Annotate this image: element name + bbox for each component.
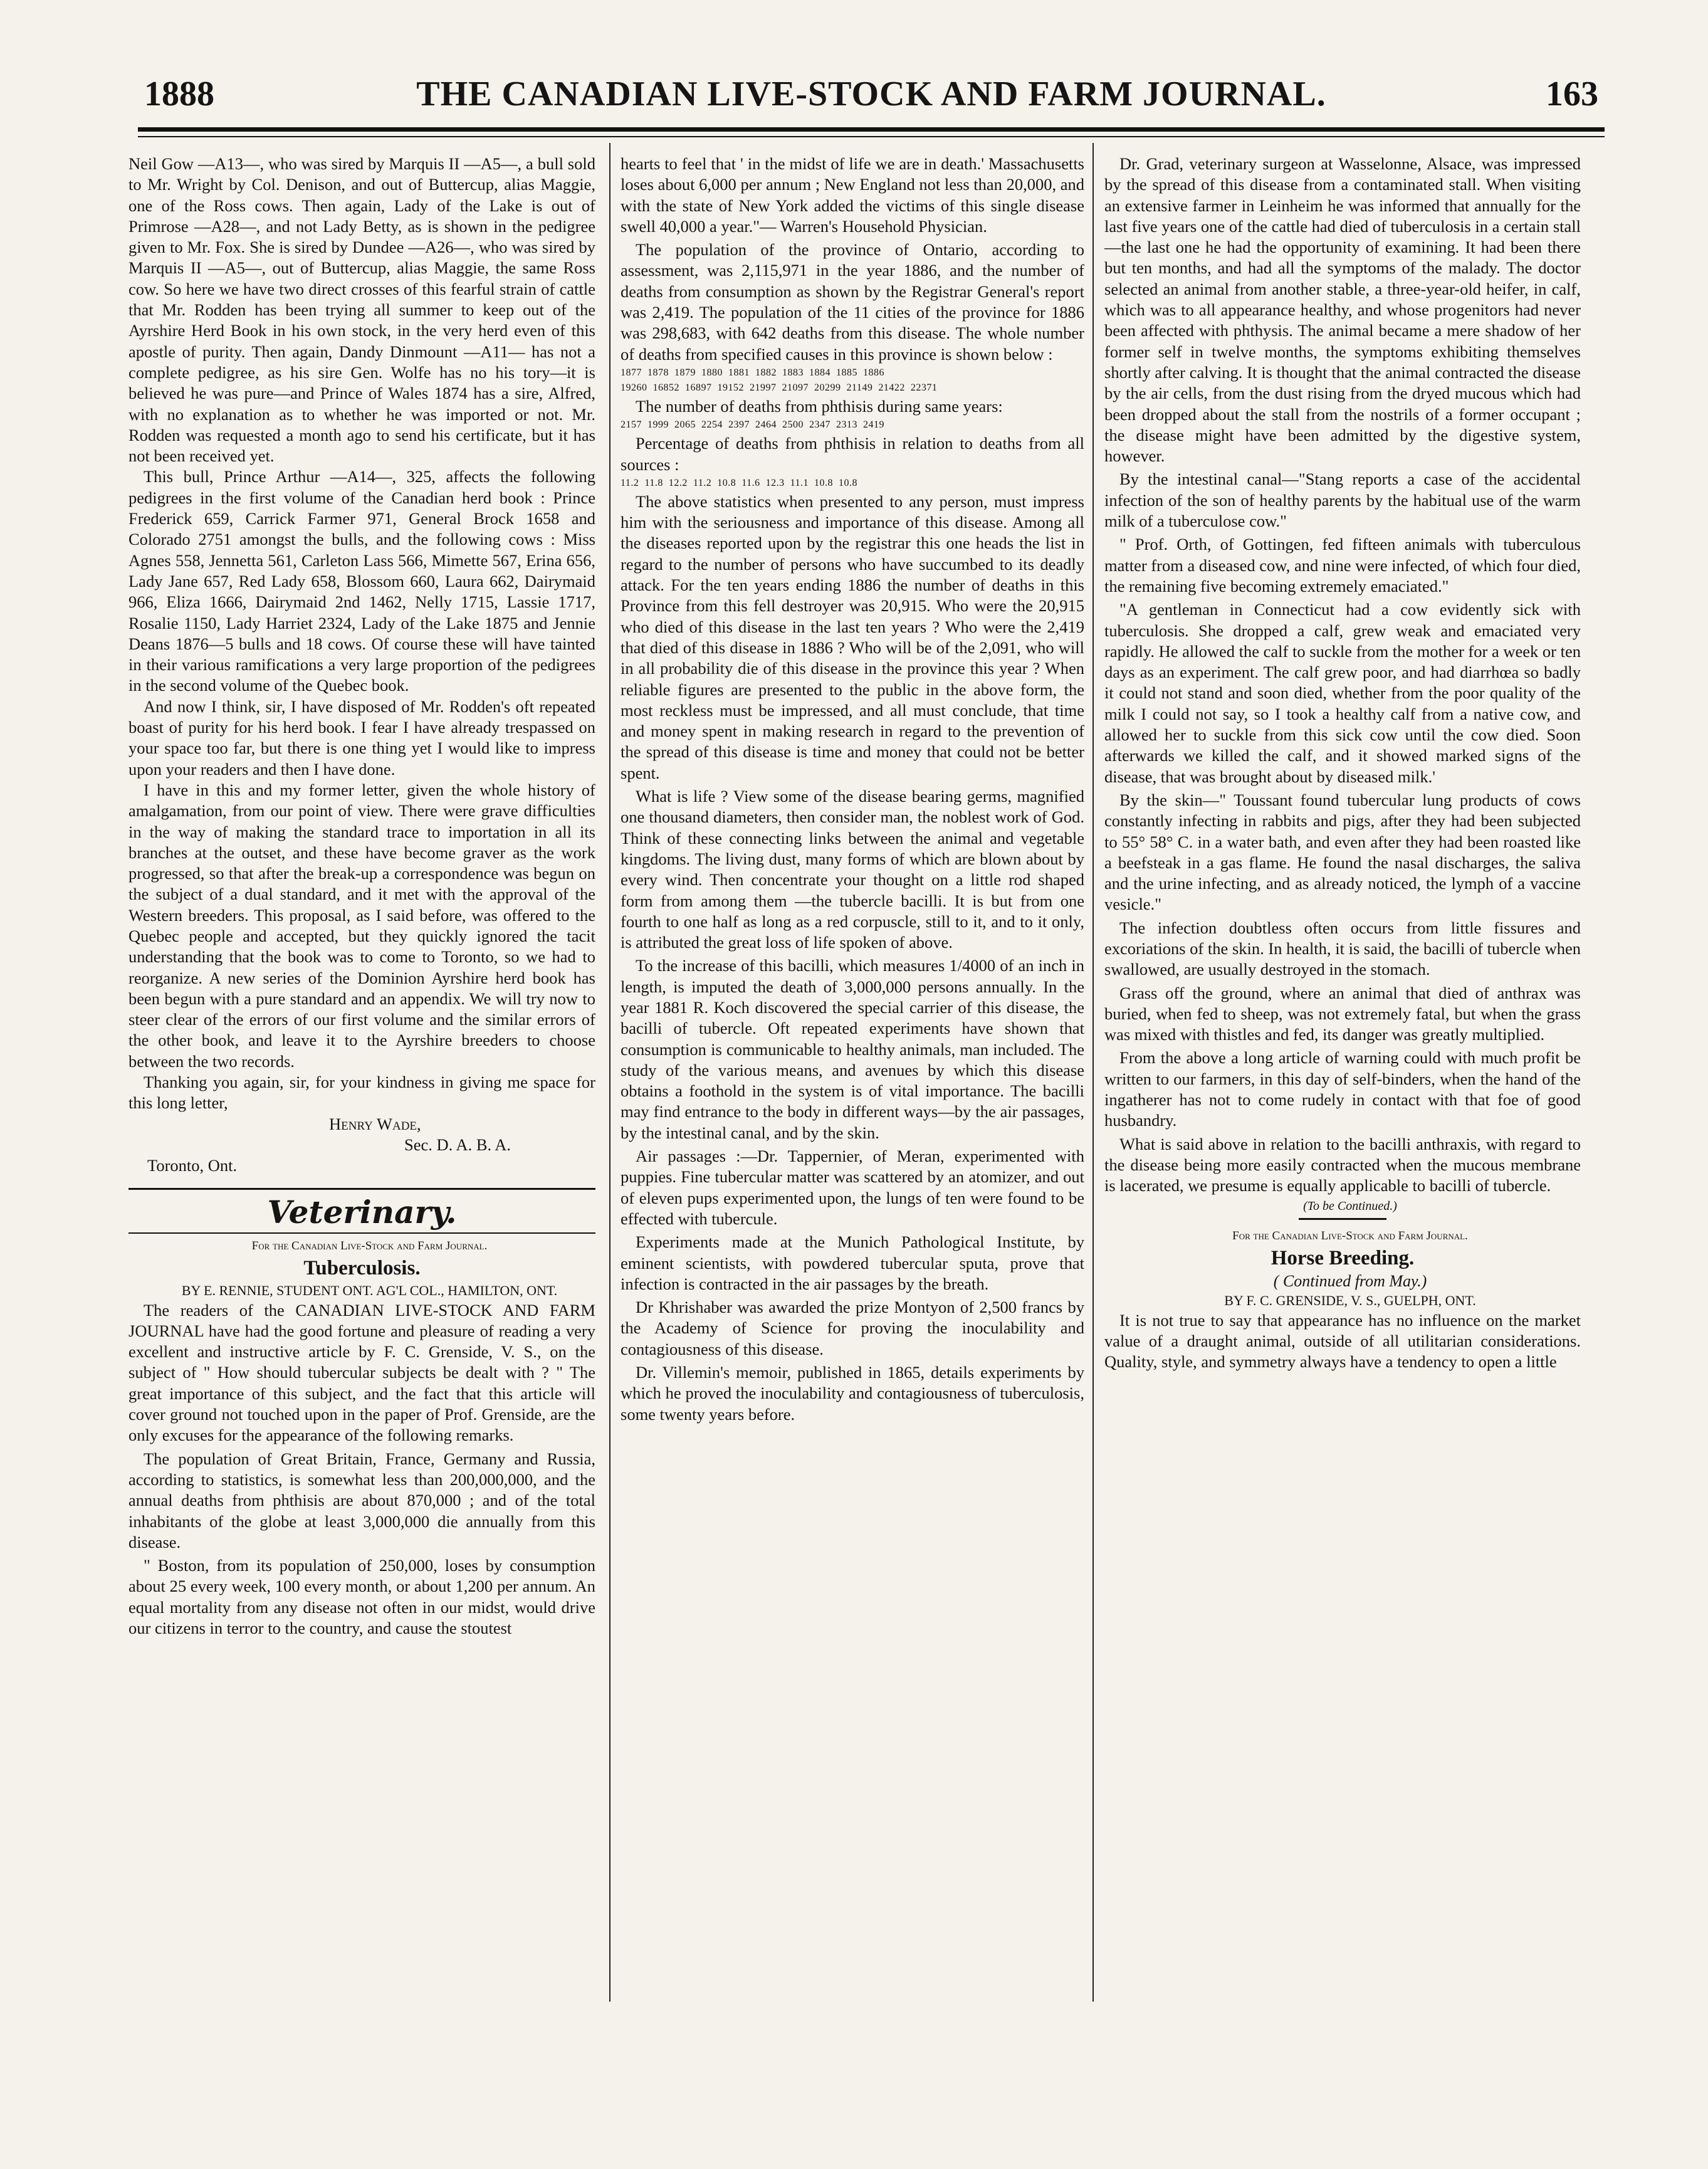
percentage-value: 10.8 [717, 477, 736, 488]
phthisis-value: 2254 [701, 419, 723, 431]
signature-name: Henry Wade, [329, 1114, 421, 1133]
percentage-value: 10.8 [839, 477, 858, 488]
phthisis-value: 2419 [863, 419, 884, 431]
stats-phthisis-row [621, 418, 1084, 432]
total-deaths-value: 21422 [878, 382, 905, 393]
total-deaths-value: 21149 [846, 382, 873, 393]
phthisis-value: 2347 [809, 419, 830, 431]
paragraph: The population of Great Britain, France, Germany and Russia, according to statistics, is somewhat less than 200,000,000, and the annual deaths from phthisis are about 870,000 ; and of the total inhabitants of the globe at least 3,000,000 die annually from this disease. [128, 1449, 595, 1552]
paragraph: The readers of the CANADIAN LIVE-STOCK AND FARM JOURNAL have had the good fortune and pleasure of reading a very excellent and instructive article by F. C. Grenside, V. S., on the subject of " How should tubercular subjects be dealt with ? " The great importance of this subject, and the fact that this article will cover ground not touched upon in the paper of Prof. Grenside, are the only excuses for the appearance of the following remarks. [128, 1300, 595, 1445]
article-divider [1299, 1218, 1386, 1220]
paragraph: Thanking you again, sir, for your kindness in giving me space for this long letter, [128, 1073, 595, 1113]
paragraph: "A gentleman in Connecticut had a cow evidently sick with tuberculosis. She dropped a calf, grew weak and emaciated very rapidly. He allowed the calf to suckle from the mother for a week or ten days as an experiment. The calf grew poor, and had diarrhœa so badly it could not stand and soon died, whether from the poor quality of the milk I could not say, so I took a healthy calf from a native cow, and allowed her to suckle from this sick cow until the cow died. Soon afterwards we killed the calf, and it showed marked signs of the disease, that was brought about by diseased milk.' [1104, 600, 1581, 786]
total-deaths-value: 16852 [652, 382, 679, 393]
phthisis-value: 2500 [782, 419, 804, 431]
paragraph: From the above a long article of warning could with much profit be written to our farmers, in this day of self-binders, when the hand of the ingatherer has not to come rudely in contact with that foe of good husbandry. [1104, 1048, 1581, 1130]
paragraph: Neil Gow —A13—, who was sired by Marquis II —A5—, a bull sold to Mr. Wright by Col. Denison, and out of Buttercup, alias Maggie, one of the Ross cows. Then again, Lady of the Lake is out of Primrose —A28—, and not Lady Betty, as is shown in the pedigree given to Mr. Fox. She is sired by Dundee —A26—, who was sired by Marquis II —A5—, out of Buttercup, alias Maggie, the same Ross cow. So here we have two direct crosses of this fearful strain of cattle that Mr. Rodden has been trying all summer to keep out of the Ayrshire Herd Book in his own stock, in the very herd even of this apostle of purity. Then again, Dandy Dinmount —A11— has not a complete pedigree, as his sire Gen. Wolfe has no his tory—it is believed he was pure—and Prince of Wales 1874 has a sire, Alfred, with no explanation as to whether he was imported or not. Mr. Rodden was requested a month ago to send his certificate, but it has not been received yet. [128, 154, 595, 466]
total-deaths-value: 16897 [685, 382, 712, 393]
masthead [138, 69, 1605, 119]
percentage-value: 10.8 [814, 477, 834, 488]
total-deaths-value: 21997 [750, 382, 777, 393]
section-rule [128, 1232, 595, 1234]
stats-years-row [621, 366, 1084, 380]
article-title-tuberculosis: Tuberculosis. [303, 1256, 421, 1279]
column-divider-2 [1092, 143, 1094, 2002]
paragraph: Dr Khrishaber was awarded the prize Montyon of 2,500 francs by the Academy of Science for proving the inoculability and contagiousness of this disease. [621, 1298, 1084, 1358]
paragraph: " Prof. Orth, of Gottingen, fed fifteen animals with tuberculous matter from a diseased cow, and nine were infected, of which four died, the remaining five becoming extremely emaciated." [1104, 535, 1581, 596]
issue-year: 1888 [144, 75, 214, 113]
header-rule-thick [138, 127, 1605, 132]
column-2 [621, 154, 1084, 1425]
paragraph: The population of the province of Ontario, according to assessment, was 2,115,971 in the year 1886, and the number of deaths from consumption as shown by the Registrar General's report was 2,419. The population of the 11 cities of the province for 1886 was 298,683, with 642 deaths from this disease. The whole number of deaths from specified causes in this province is shown below : [621, 240, 1084, 364]
paragraph: The infection doubtless often occurs from little fissures and excoriations of the skin. In health, it is said, the bacilli of tubercle when swallowed, are usually destroyed in the stomach. [1104, 918, 1581, 979]
paragraph: Air passages :—Dr. Tappernier, of Meran, experimented with puppies. Fine tubercular matter was scattered by an atomizer, and out of eleven pups experimented upon, the lungs of ten were found to be effected with tubercule. [621, 1147, 1084, 1228]
phthisis-label: The number of deaths from phthisis during same years: [636, 396, 1003, 416]
paragraph: Grass off the ground, where an animal that died of anthrax was buried, when fed to sheep, was not extremely fatal, but when the grass was mixed with thistles and fed, its danger was greatly multiplied. [1104, 983, 1581, 1044]
year-value: 1882 [755, 367, 777, 378]
year-value: 1886 [863, 367, 884, 378]
year-value: 1885 [836, 367, 857, 378]
to-be-continued: (To be Continued.) [1303, 1199, 1397, 1213]
paragraph: " Boston, from its population of 250,000, loses by consumption about 25 every week, 100 every month, or about 1,200 per annum. An equal mortality from any disease not often in our midst, would drive our citizens in terror to the country, and cause the stoutest [128, 1556, 595, 1637]
phthisis-value: 2313 [836, 419, 857, 431]
percentage-value: 11.1 [790, 477, 809, 488]
paragraph: This bull, Prince Arthur —A14—, 325, affects the following pedigrees in the first volume of the Canadian herd book : Prince Frederick 659, Carrick Farmer 971, General Brock 1658 and Colorado 2751 amongst the bulls, and the following cows : Miss Agnes 558, Jennetta 561, Carleton Lass 566, Mimette 567, Erina 656, Lady Jane 657, Red Lady 658, Blossom 660, Laura 662, Dairymaid 966, Eliza 1666, Dairymaid 2nd 1462, Nelly 1715, Lassie 1717, Rosalie 1150, Lady Harriet 2324, Lady of the Lake 1875 and Jennie Deans 1876—5 bulls and 18 cows. Of course these will have tainted in their various ramifications a very large proportion of the pedigrees in the second volume of the Quebec book. [128, 467, 595, 695]
total-deaths-value: 22371 [910, 382, 938, 393]
paragraph: What is life ? View some of the disease bearing germs, magnified one thousand diameters, then consider man, the noblest work of God. Think of these connecting links between the animal and vegetable kingdoms. The living dust, many forms of which are blown about by every wind. Then concentrate your thought on a little rod shaped form from among them —the tubercle bacilli. It is but from one fourth to one half as long as a red corpuscle, still to it, and to it only, is attributed the great loss of life spoken of above. [621, 787, 1084, 952]
year-value: 1878 [647, 367, 669, 378]
paragraph: hearts to feel that ' in the midst of life we are in death.' Massachusetts loses about 6,000 per annum ; New England not less than 20,000, and with the state of New York added the victims of this single disease swell 40,000 a year."— Warren's Household Physician. [621, 154, 1084, 236]
article-author: BY E. RENNIE, STUDENT ONT. AG'L COL., HAMILTON, ONT. [181, 1282, 558, 1298]
column-1 [128, 154, 595, 1639]
percentage-value: 11.6 [741, 477, 760, 488]
phthisis-value: 1999 [647, 419, 669, 431]
percentage-value: 11.8 [644, 477, 663, 488]
total-deaths-value: 19260 [621, 382, 647, 393]
stats-percentage-row [621, 476, 1084, 490]
column-3 [1104, 154, 1581, 1372]
article-source-line: For the Canadian Live-Stock and Farm Journal. [251, 1239, 488, 1253]
year-value: 1881 [728, 367, 750, 378]
year-value: 1880 [701, 367, 723, 378]
article-title-horse-breeding: Horse Breeding. [1271, 1246, 1415, 1269]
paragraph: The above statistics when presented to any person, must impress him with the seriousness and importance of this disease. Among all the diseases reported upon by the registrar this one heads the list in regard to the number of persons who have succumbed to its deadly attack. For the ten years ending 1886 the number of deaths in this Province from this fell destroyer was 20,915. Who were the 20,915 who died of this disease in the last ten years ? Who were the 2,419 that died of this disease in 1886 ? Who will be of the 2,091, who will in all probability die of this disease in the province this year ? When reliable figures are presented to the public in the above form, the most reckless must be impressed, and all must conclude, that time and money spent in making research in regard to the prevention of the spread of this disease is time and money that could not be better spent. [621, 491, 1084, 782]
article-author: BY F. C. GRENSIDE, V. S., GUELPH, ONT. [1224, 1292, 1476, 1308]
phthisis-value: 2065 [674, 419, 696, 431]
percentage-value: 11.2 [693, 477, 712, 488]
article-source-line: For the Canadian Live-Stock and Farm Journal. [1232, 1229, 1468, 1242]
paragraph: It is not true to say that appearance has no influence on the market value of a draught animal, outside of all utilitarian considerations. Quality, style, and symmetry always have a tendency to open a little [1104, 1310, 1581, 1372]
year-value: 1884 [809, 367, 830, 378]
paragraph: Dr. Grad, veterinary surgeon at Wasselonne, Alsace, was impressed by the spread of this disease from a contaminated stall. When visiting an extensive farmer in Leinheim he was informed that annually for the last five years one of the cattle had died of tuberculosis in a certain stall—the last one he had the opportunity of examining. It had been there but ten months, and had all the symptoms of the malady. The doctor selected an animal from another stable, a three-year-old heifer, in calf, which was to all appearance healthy, and whose progenitors had never been affected with phthysis. The animal became a mere shadow of her former self in twelve months, the symptoms exhibiting themselves shortly after calving. It is thought that the animal contracted the disease by the air cells, from the dust rising from the dryed mucous which had been dropped about the stall from the nostrils of a former occupant ; the disease might have been admitted by the digestive system, however. [1104, 154, 1581, 466]
signature-place: Toronto, Ont. [147, 1156, 238, 1175]
total-deaths-value: 19152 [717, 382, 744, 393]
total-deaths-value: 21097 [782, 382, 809, 393]
total-deaths-value: 20299 [814, 382, 841, 393]
percentage-value: 12.2 [668, 477, 688, 488]
section-rule [128, 1188, 595, 1190]
paragraph: Experiments made at the Munich Pathological Institute, by eminent scientists, with powdered tubercular sputa, prove that infection is contracted in the air passages by the breath. [621, 1232, 1084, 1293]
column-divider-1 [609, 143, 610, 2002]
paragraph: By the skin—" Toussant found tubercular lung products of cows constantly infecting in rabbits and pigs, after they had been subjected to 55° 58° C. in a water bath, and even after they had been roasted like a beefsteak in a gas flame. He found the nasal discharges, the saliva and the urine infecting, and as already noticed, the lymph of a vaccine vesicle." [1104, 790, 1581, 914]
percentage-label: Percentage of deaths from phthisis in relation to deaths from all sources : [621, 434, 1084, 474]
page-number: 163 [1546, 75, 1598, 113]
paragraph: And now I think, sir, I have disposed of Mr. Rodden's oft repeated boast of purity for his herd book. I fear I have already trespassed on your space too far, but there is one thing yet I would like to impress upon your readers and then I have done. [128, 696, 595, 779]
phthisis-value: 2157 [621, 419, 642, 431]
phthisis-value: 2464 [755, 419, 777, 431]
stats-total-deaths-row [621, 381, 1084, 395]
percentage-value: 11.2 [621, 477, 639, 488]
article-subtitle: ( Continued from May.) [1273, 1271, 1427, 1290]
section-heading-veterinary: Veterinary. [267, 1193, 457, 1231]
paragraph: What is said above in relation to the bacilli anthraxis, with regard to the disease being more easily contracted when the mucous membrane is lacerated, we presume is equally applicable to bacilli of tubercle. [1104, 1134, 1581, 1195]
year-value: 1879 [674, 367, 696, 378]
paragraph: To the increase of this bacilli, which measures 1/4000 of an inch in length, is imputed the death of 3,000,000 persons annually. In the year 1881 R. Koch discovered the special carrier of this disease, the bacilli of tubercle. Oft repeated experiments have shown that consumption is communicable to healthy animals, man included. The study of the various means, and avenues by which this disease obtains a foothold in the system is of vital importance. The bacilli may find entrance to the body in different ways—by the air passages, by the intestinal canal, and by the skin. [621, 956, 1084, 1142]
phthisis-value: 2397 [728, 419, 750, 431]
percentage-value: 12.3 [765, 477, 785, 488]
year-value: 1883 [782, 367, 804, 378]
paragraph: I have in this and my former letter, given the whole history of amalgamation, from our point of view. There were grave difficulties in the way of making the standard trace to importation in all its branches at the outset, and these have become graver as the work progressed, so that after the break-up a correspondence was begun on the subject of a dual standard, and it met with the approval of the Western breeders. This proposal, as I said before, was offered to the Quebec people and accepted, but they quickly ignored the tacit understanding that the book was to come to Toronto, so we had to reorganize. A new series of the Dominion Ayrshire herd book has been begun with a pure standard and an appendix. We will try now to steer clear of the errors of our first volume and the similar errors of the other book, and leave it to the Ayrshire breeders to choose between the two records. [128, 780, 595, 1071]
paragraph: By the intestinal canal—"Stang reports a case of the accidental infection of the son of healthy parents by the habitual use of the warm milk of a tuberculose cow." [1104, 470, 1581, 531]
header-rule-thin [138, 136, 1605, 137]
paragraph: Dr. Villemin's memoir, published in 1865, details experiments by which he proved the inoculability and contagiousness of tuberculosis, some twenty years before. [621, 1363, 1084, 1424]
year-value: 1877 [621, 367, 642, 378]
journal-title: THE CANADIAN LIVE-STOCK AND FARM JOURNAL. [416, 75, 1326, 113]
signature-title: Sec. D. A. B. A. [404, 1135, 511, 1154]
